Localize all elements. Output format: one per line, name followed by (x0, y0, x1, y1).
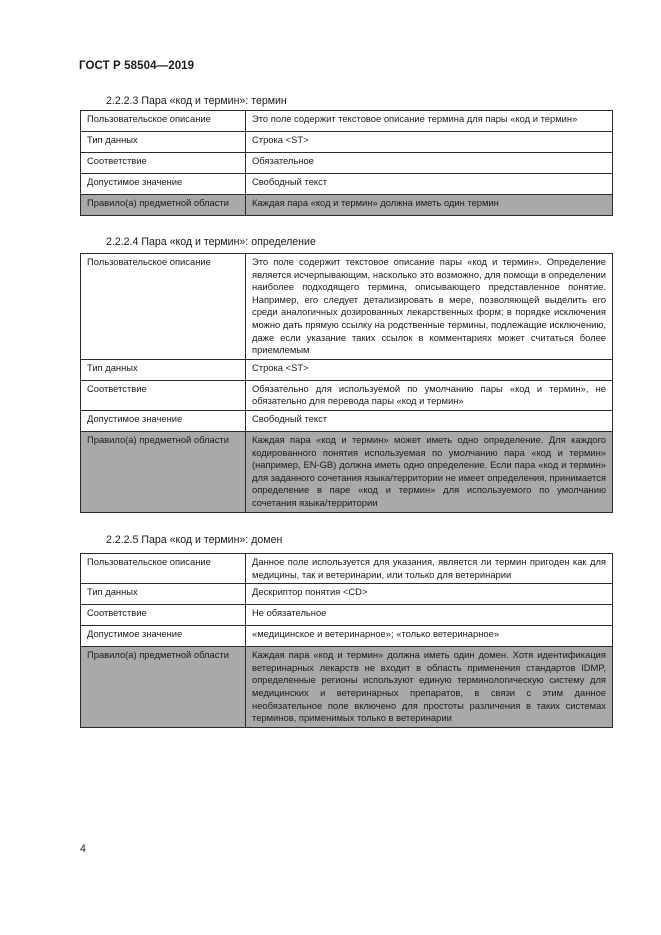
row-value: Каждая пара «код и термин» может иметь одно определение. Для каждого кодированного понятия используемая по умолчанию пара «код и термин» (например, EN-GB) должна иметь одно определение. Если пара «код и термин» для заданного сочетания языка/территории не имеет определения, принимается определение в паре «код и термин» для используемого по умолчанию сочетания языка/территории (246, 431, 613, 512)
document-code: ГОСТ Р 58504—2019 (79, 60, 195, 72)
row-value: Обязательно для используемой по умолчанию пары «код и термин», не обязательно для перевода пары «код и термин» (246, 380, 613, 410)
row-label: Тип данных (81, 359, 246, 380)
row-label: Пользовательское описание (81, 111, 246, 132)
row-label: Пользовательское описание (81, 554, 246, 584)
row-value: Свободный текст (246, 410, 613, 431)
section-title-term: 2.2.2.3 Пара «код и термин»: термин (106, 95, 287, 107)
row-label: Допустимое значение (81, 626, 246, 647)
spec-table-domain (80, 553, 613, 728)
row-value: Каждая пара «код и термин» должна иметь один домен. Хотя идентификация ветеринарных лекарств не входит в область применения стандартов IDMP, определенные регионы используют единую терминологическую систему для медицинских и ветеринарных препаратов, в связи с этим данное необязательное поле включено для простоты различения в таких системах терминов, применимых только в ветеринарии (246, 647, 613, 728)
row-label: Правило(а) предметной области (81, 431, 246, 512)
row-value: Это поле содержит текстовое описание пары «код и термин». Определение является исчерпывающим, насколько это возможно, для помощи в определении наиболее подходящего термина, описывающего представленное понятие. Например, его следует детализировать в мере, позволяющей выделить его среди аналогичных дозированных лекарственных форм; в порядке исключения можно дать прямую ссылку на родственные термины, подлежащие исключению, даже если указание таких ссылок в комментариях может считаться более приемлемым (246, 254, 613, 360)
table-row (81, 626, 613, 647)
row-label: Правило(а) предметной области (81, 647, 246, 728)
table-row-highlighted (81, 647, 613, 728)
row-value: «медицинское и ветеринарное»; «только ветеринарное» (246, 626, 613, 647)
table-row (81, 111, 613, 132)
row-label: Допустимое значение (81, 174, 246, 195)
row-value: Строка <ST> (246, 132, 613, 153)
table-row (81, 359, 613, 380)
table-row (81, 554, 613, 584)
row-value: Это поле содержит текстовое описание термина для пары «код и термин» (246, 111, 613, 132)
section-title-domain: 2.2.2.5 Пара «код и термин»: домен (106, 534, 283, 546)
row-value: Каждая пара «код и термин» должна иметь один термин (246, 195, 613, 216)
row-value: Не обязательное (246, 605, 613, 626)
table-row (81, 584, 613, 605)
table-row-highlighted (81, 195, 613, 216)
row-label: Допустимое значение (81, 410, 246, 431)
spec-table-term (80, 110, 613, 216)
row-value: Обязательное (246, 153, 613, 174)
table-row (81, 153, 613, 174)
row-value: Дескриптор понятия <CD> (246, 584, 613, 605)
row-label: Тип данных (81, 132, 246, 153)
table-row (81, 605, 613, 626)
table-row (81, 174, 613, 195)
row-label: Тип данных (81, 584, 246, 605)
row-value: Свободный текст (246, 174, 613, 195)
table-row (81, 132, 613, 153)
row-label: Пользовательское описание (81, 254, 246, 360)
table-row (81, 254, 613, 360)
table-row (81, 410, 613, 431)
table-row-highlighted (81, 431, 613, 512)
row-label: Соответствие (81, 380, 246, 410)
table-row (81, 380, 613, 410)
spec-table-definition (80, 253, 613, 513)
row-value: Строка <ST> (246, 359, 613, 380)
section-title-definition: 2.2.2.4 Пара «код и термин»: определение (106, 236, 316, 248)
row-label: Соответствие (81, 153, 246, 174)
page-number: 4 (80, 843, 86, 855)
row-label: Правило(а) предметной области (81, 195, 246, 216)
row-value: Данное поле используется для указания, является ли термин пригоден как для медицины, так и ветеринарии, или только для ветеринарии (246, 554, 613, 584)
row-label: Соответствие (81, 605, 246, 626)
